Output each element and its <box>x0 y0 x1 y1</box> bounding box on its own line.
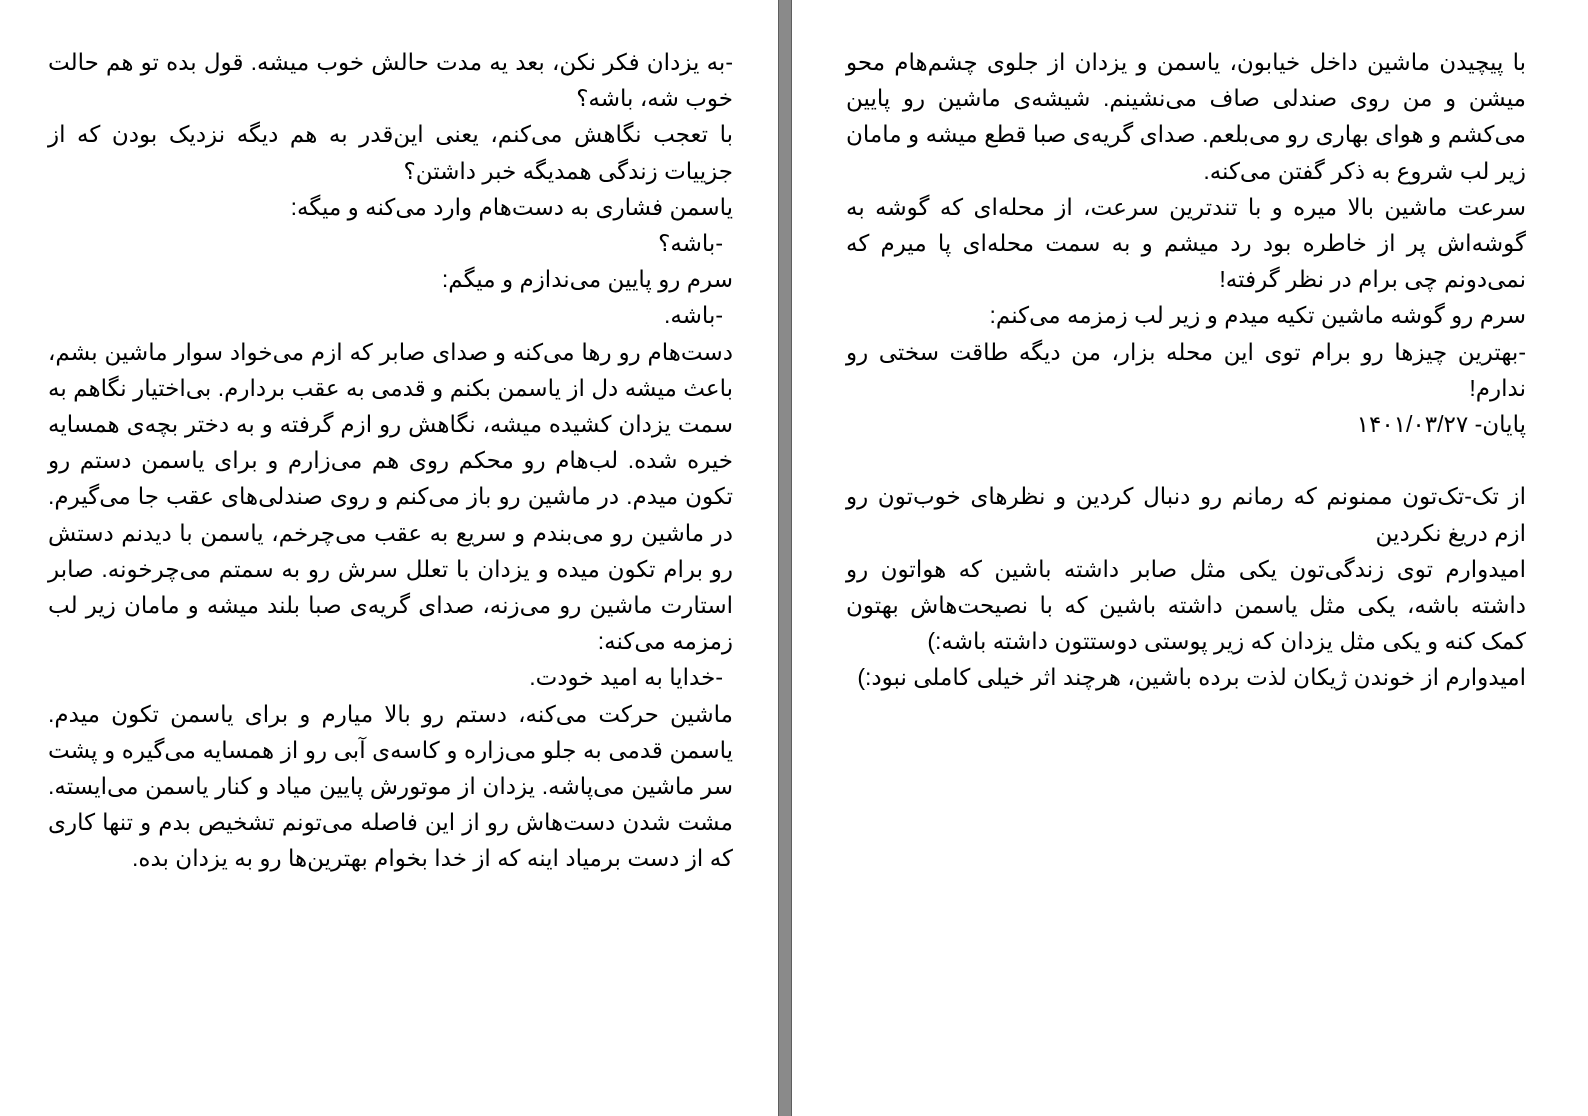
dialogue-line: -باشه؟ <box>658 230 723 257</box>
dialogue-line: -باشه. <box>663 302 723 329</box>
left-page <box>0 0 778 1116</box>
end-date: پایان- ۱۴۰۱/۰۳/۲۷ <box>1356 411 1526 438</box>
paragraph: با تعجب نگاهش می‌کنم، یعنی این‌قدر به هم دیگه نزدیک بودن که از جزییات زندگی همدیگه خبر داشتن؟ <box>48 121 733 184</box>
blank-line <box>846 442 1526 478</box>
dialogue-line: -بهترین چیزها رو برام توی این محله بزار، من دیگه طاقت سختی رو ندارم! <box>846 338 1526 401</box>
paragraph: یاسمن فشاری به دست‌هام وارد می‌کنه و میگه: <box>290 193 733 220</box>
paragraph: امیدوارم توی زندگی‌تون یکی مثل صابر داشته باشین که هواتون رو داشته باشه، یکی مثل یاسمن داشته باشین که با نصیحت‌هاش بهتون کمک کنه و یکی مثل یزدان که زیر پوستی دوستتون داشته باشه:) <box>846 555 1526 655</box>
dialogue-line: -خدایا به امید خودت. <box>529 664 723 691</box>
left-page-text <box>48 44 733 877</box>
paragraph: امیدوارم از خوندن ژیکان لذت برده باشین، هرچند اثر خیلی کاملی نبود:) <box>857 664 1526 691</box>
right-page <box>792 0 1588 1116</box>
paragraph: دست‌هام رو رها می‌کنه و صدای صابر که ازم می‌خواد سوار ماشین بشم، باعث میشه دل از یاسمن بکنم و قدمی به عقب بردارم. بی‌اختیار نگاهم به سمت یزدان کشیده میشه، نگاهش رو ازم گرفته و به دختر بچه‌ی همسایه خیره شده. لب‌هام رو محکم روی هم می‌زارم و برای یاسمن دستم رو تکون میدم. در ماشین رو باز می‌کنم و روی صندلی‌های عقب جا می‌گیرم. در ماشین رو می‌بندم و سریع به عقب می‌چرخم، یاسمن با دیدنم دستش رو برام تکون میده و یزدان با تعلل سرش رو به سمتم می‌چرخونه. صابر استارت ماشین رو می‌زنه، صدای گریه‌ی صبا بلند میشه و مامان زیر لب زمزمه می‌کنه: <box>48 338 733 655</box>
paragraph: با پیچیدن ماشین داخل خیابون، یاسمن و یزدان از جلوی چشم‌هام محو میشن و من روی صندلی صاف می‌نشینم. شیشه‌ی ماشین رو پایین می‌کشم و هوای بهاری رو می‌بلعم. صدای گریه‌ی صبا قطع میشه و مامان زیر لب شروع به ذکر گفتن می‌کنه. <box>846 49 1526 184</box>
paragraph: -به یزدان فکر نکن، بعد یه مدت حالش خوب میشه. قول بده تو هم حالت خوب شه، باشه؟ <box>48 49 733 112</box>
paragraph: سرعت ماشین بالا میره و با تندترین سرعت، از محله‌ای که گوشه به گوشه‌اش پر از خاطره بود رد میشم و به سمت محله‌ای پا میرم که نمی‌دونم چی برام در نظر گرفته! <box>846 193 1526 293</box>
paragraph: سرم رو گوشه ماشین تکیه میدم و زیر لب زمزمه می‌کنم: <box>989 302 1526 329</box>
paragraph: ماشین حرکت می‌کنه، دستم رو بالا میارم و برای یاسمن تکون میدم. یاسمن قدمی به جلو می‌زاره و کاسه‌ی آبی رو از همسایه می‌گیره و پشت سر ماشین می‌پاشه. یزدان از موتورش پایین میاد و کنار یاسمن می‌ایسته. مشت شدن دست‌هاش رو از این فاصله می‌تونم تشخیص بدم و تنها کاری که از دست برمیاد اینه که از خدا بخوام بهترین‌ها رو به یزدان بده. <box>48 700 733 872</box>
paragraph: از تک-تک‌تون ممنونم که رمانم رو دنبال کردین و نظرهای خوب‌تون رو ازم دریغ نکردین <box>846 483 1526 546</box>
page-divider <box>778 0 792 1116</box>
right-page-text <box>846 44 1526 696</box>
paragraph: سرم رو پایین می‌ندازم و میگم: <box>441 266 733 293</box>
